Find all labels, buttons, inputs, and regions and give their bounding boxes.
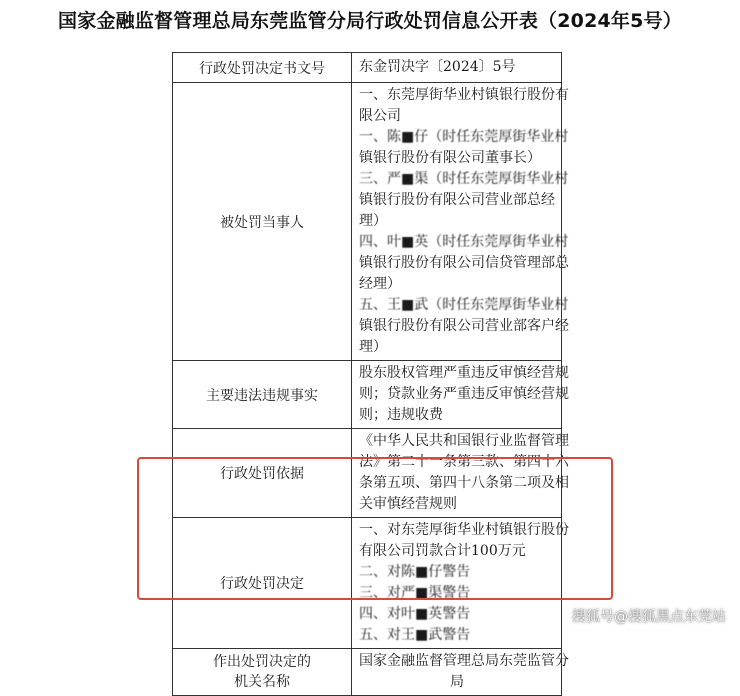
value-facts bbox=[352, 361, 569, 429]
party-line: 镇银行股份有限公司营业部总经 bbox=[359, 192, 555, 208]
party-line: 理） bbox=[359, 213, 387, 229]
authority-label-line: 作出处罚决定的 bbox=[213, 654, 311, 670]
basis-line: 法》第二十一条第三款、第四十六 bbox=[359, 454, 569, 470]
decision-line: 有限公司罚款合计100万元 bbox=[359, 543, 526, 559]
party-line: 镇银行股份有限公司董事长） bbox=[359, 150, 541, 166]
authority-label-line: 机关名称 bbox=[234, 674, 290, 690]
authority-line: 国家金融监督管理总局东莞监管分 bbox=[359, 653, 569, 669]
watermark: 搜狐号@搜狐黑点东莞站 bbox=[572, 609, 726, 625]
decision-line: 四、对叶■英警告 bbox=[359, 606, 471, 622]
facts-line: 股东股权管理严重违反审慎经营规 bbox=[359, 365, 569, 381]
label-basis: 行政处罚依据 bbox=[173, 429, 352, 518]
table-row-basis bbox=[173, 429, 562, 518]
label-doc-no: 行政处罚决定书文号 bbox=[173, 53, 352, 83]
label-party: 被处罚当事人 bbox=[173, 83, 352, 361]
decision-line: 一、对东莞厚街华业村镇银行股份 bbox=[359, 522, 569, 538]
label-facts: 主要违法违规事实 bbox=[173, 361, 352, 429]
label-decision: 行政处罚决定 bbox=[173, 518, 352, 649]
page-title: 国家金融监督管理总局东莞监管分局行政处罚信息公开表（2024年5号） bbox=[58, 10, 682, 32]
table-row-facts bbox=[173, 361, 562, 429]
party-line: 理） bbox=[359, 339, 387, 355]
table-row-doc-no bbox=[173, 53, 562, 83]
basis-line: 关审慎经营规则 bbox=[359, 496, 457, 512]
party-line: 三、严■渠（时任东莞厚街华业村 bbox=[359, 171, 569, 187]
authority-line: 局 bbox=[450, 674, 464, 690]
basis-line: 《中华人民共和国银行业监督管理 bbox=[359, 433, 569, 449]
penalty-table bbox=[172, 52, 569, 696]
facts-line: 则；贷款业务严重违反审慎经营规 bbox=[359, 386, 569, 402]
label-authority bbox=[173, 649, 352, 696]
value-decision bbox=[352, 518, 569, 649]
decision-line: 三、对严■渠警告 bbox=[359, 585, 471, 601]
table-row-party bbox=[173, 83, 562, 361]
value-doc-no: 东金罚决字〔2024〕5号 bbox=[352, 53, 562, 83]
party-line: 限公司 bbox=[359, 108, 401, 124]
party-line: 镇银行股份有限公司营业部客户经 bbox=[359, 318, 569, 334]
party-line: 一、东莞厚街华业村镇银行股份有 bbox=[359, 87, 569, 103]
party-line: 镇银行股份有限公司信贷管理部总 bbox=[359, 255, 569, 271]
value-basis bbox=[352, 429, 569, 518]
party-line: 经理） bbox=[359, 276, 401, 292]
value-authority bbox=[352, 649, 569, 696]
party-line: 一、陈■仔（时任东莞厚街华业村 bbox=[359, 129, 569, 145]
basis-line: 条第五项、第四十八条第二项及相 bbox=[359, 475, 569, 491]
party-line: 四、叶■英（时任东莞厚街华业村 bbox=[359, 234, 569, 250]
facts-line: 则；违规收费 bbox=[359, 407, 443, 423]
table-row-authority bbox=[173, 649, 562, 696]
decision-line: 二、对陈■仔警告 bbox=[359, 564, 471, 580]
decision-line: 五、对王■武警告 bbox=[359, 627, 471, 643]
party-line: 五、王■武（时任东莞厚街华业村 bbox=[359, 297, 569, 313]
table-row-decision bbox=[173, 518, 562, 649]
value-party bbox=[352, 83, 569, 361]
